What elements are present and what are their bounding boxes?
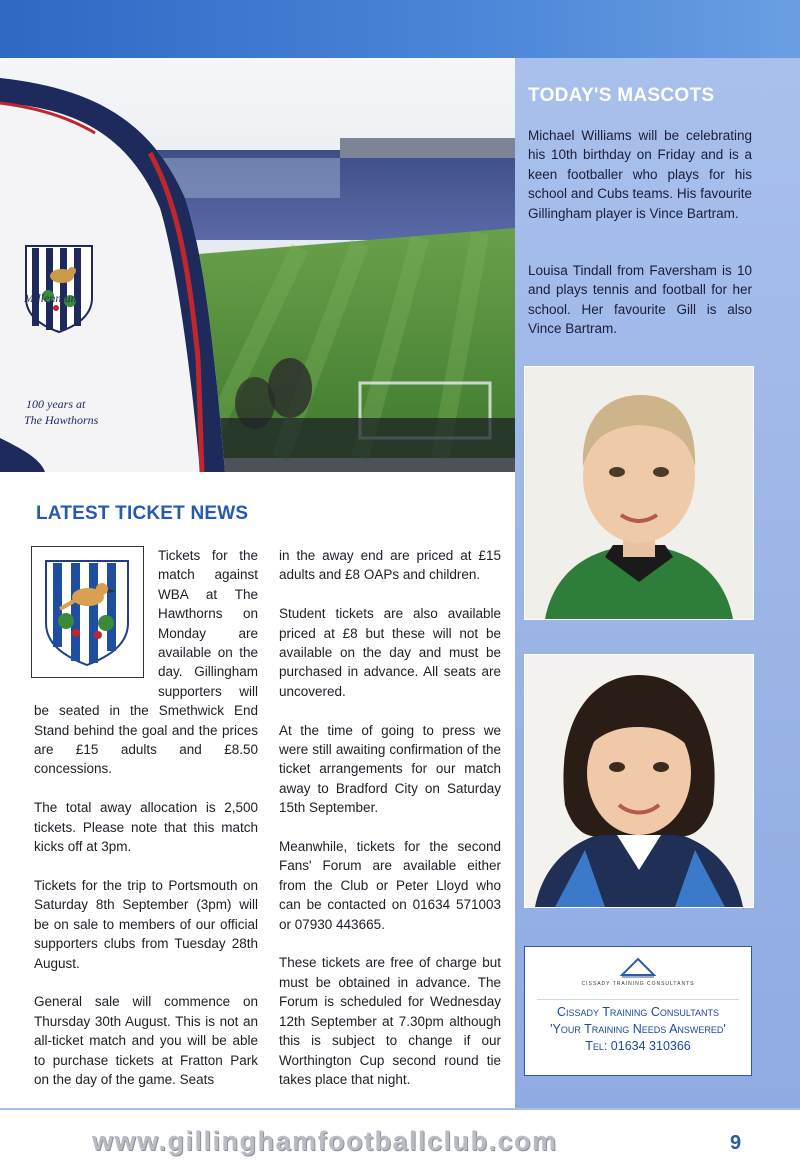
mascots-title: TODAY'S MASCOTS bbox=[528, 85, 715, 106]
shirt-text-3: The Hawthorns bbox=[24, 413, 99, 427]
sponsor-logo bbox=[537, 951, 739, 1000]
ticket-paragraph-9: These tickets are free of charge but must be obtained in advance. The Forum is scheduled for Wednesday 12th September at 7.30pm although this is subject to change if our Worthington Cup second round tie takes place that night. bbox=[279, 955, 501, 1087]
ticket-paragraph-3: Tickets for the trip to Portsmouth on Saturday 8th September (3pm) will be on sale to members of our official supporters clubs from Tuesday 28th August. bbox=[34, 877, 258, 971]
sponsor-logo-text: CISSADY TRAINING CONSULTANTS bbox=[581, 981, 695, 987]
sponsor-ad[interactable] bbox=[524, 946, 752, 1076]
sponsor-phone: Tel: 01634 310366 bbox=[585, 1039, 691, 1053]
stadium-photo bbox=[0, 58, 515, 472]
ticket-paragraph-1: Tickets for the match against WBA at The Hawthorns on Monday are available on the day. Gillingham supporters will be seated in the Smethwick End Stand behind the goal and the prices are £15 adults and £8.50 concessions. bbox=[34, 548, 258, 777]
mascot-photo-boy bbox=[524, 366, 754, 620]
ticket-paragraph-2: The total away allocation is 2,500 tickets. Please note that this match kicks off at 3pm. bbox=[34, 800, 258, 855]
mascot-photo-girl bbox=[524, 654, 754, 908]
shirt-text-2: 100 years at bbox=[26, 397, 86, 411]
top-color-band bbox=[0, 0, 800, 60]
mascot-paragraph-1: Michael Williams will be celebrating his 10th birthday on Friday and is a keen footballer who plays for his school and Cubs teams. His favourite Gillingham player is Vince Bartram. bbox=[528, 128, 752, 221]
ticket-paragraph-6: Student tickets are also available priced at £8 but these will not be available on the day and must be purchased in advance. All seats are uncovered. bbox=[279, 606, 501, 699]
mascot-paragraph-2: Louisa Tindall from Faversham is 10 and plays tennis and football for her school. Her favourite Gill is also Vince Bartram. bbox=[528, 263, 752, 337]
ticket-paragraph-7: At the time of going to press we were still awaiting confirmation of the ticket arrangements for our match away to Bradford City on Saturday 15th September. bbox=[279, 722, 501, 816]
shirt-text-1: Millennium bbox=[24, 291, 80, 305]
ticket-news-title: LATEST TICKET NEWS bbox=[36, 503, 249, 524]
ticket-news-column-1 bbox=[34, 546, 258, 1109]
ticket-paragraph-5: in the away end are priced at £15 adults and £8 OAPs and children. bbox=[279, 548, 501, 583]
website-url[interactable]: www.gillinghamfootballclub.com bbox=[92, 1126, 558, 1156]
sponsor-slogan: 'Your Training Needs Answered' bbox=[550, 1022, 726, 1036]
ticket-paragraph-8: Meanwhile, tickets for the second Fans' Forum are available either from the Club or Peter Lloyd who can be contacted on 01634 571003 or 07930 443665. bbox=[279, 839, 501, 932]
ticket-paragraph-4: General sale will commence on Thursday 30th August. This is not an all-ticket match and you will be able to purchase tickets at Fratton Park on the day of the game. Seats bbox=[34, 994, 258, 1087]
footer-divider bbox=[0, 1108, 800, 1110]
page-number: 9 bbox=[730, 1132, 742, 1154]
sponsor-company: Cissady Training Consultants bbox=[556, 1005, 720, 1019]
ticket-news-column-2 bbox=[279, 546, 501, 1109]
